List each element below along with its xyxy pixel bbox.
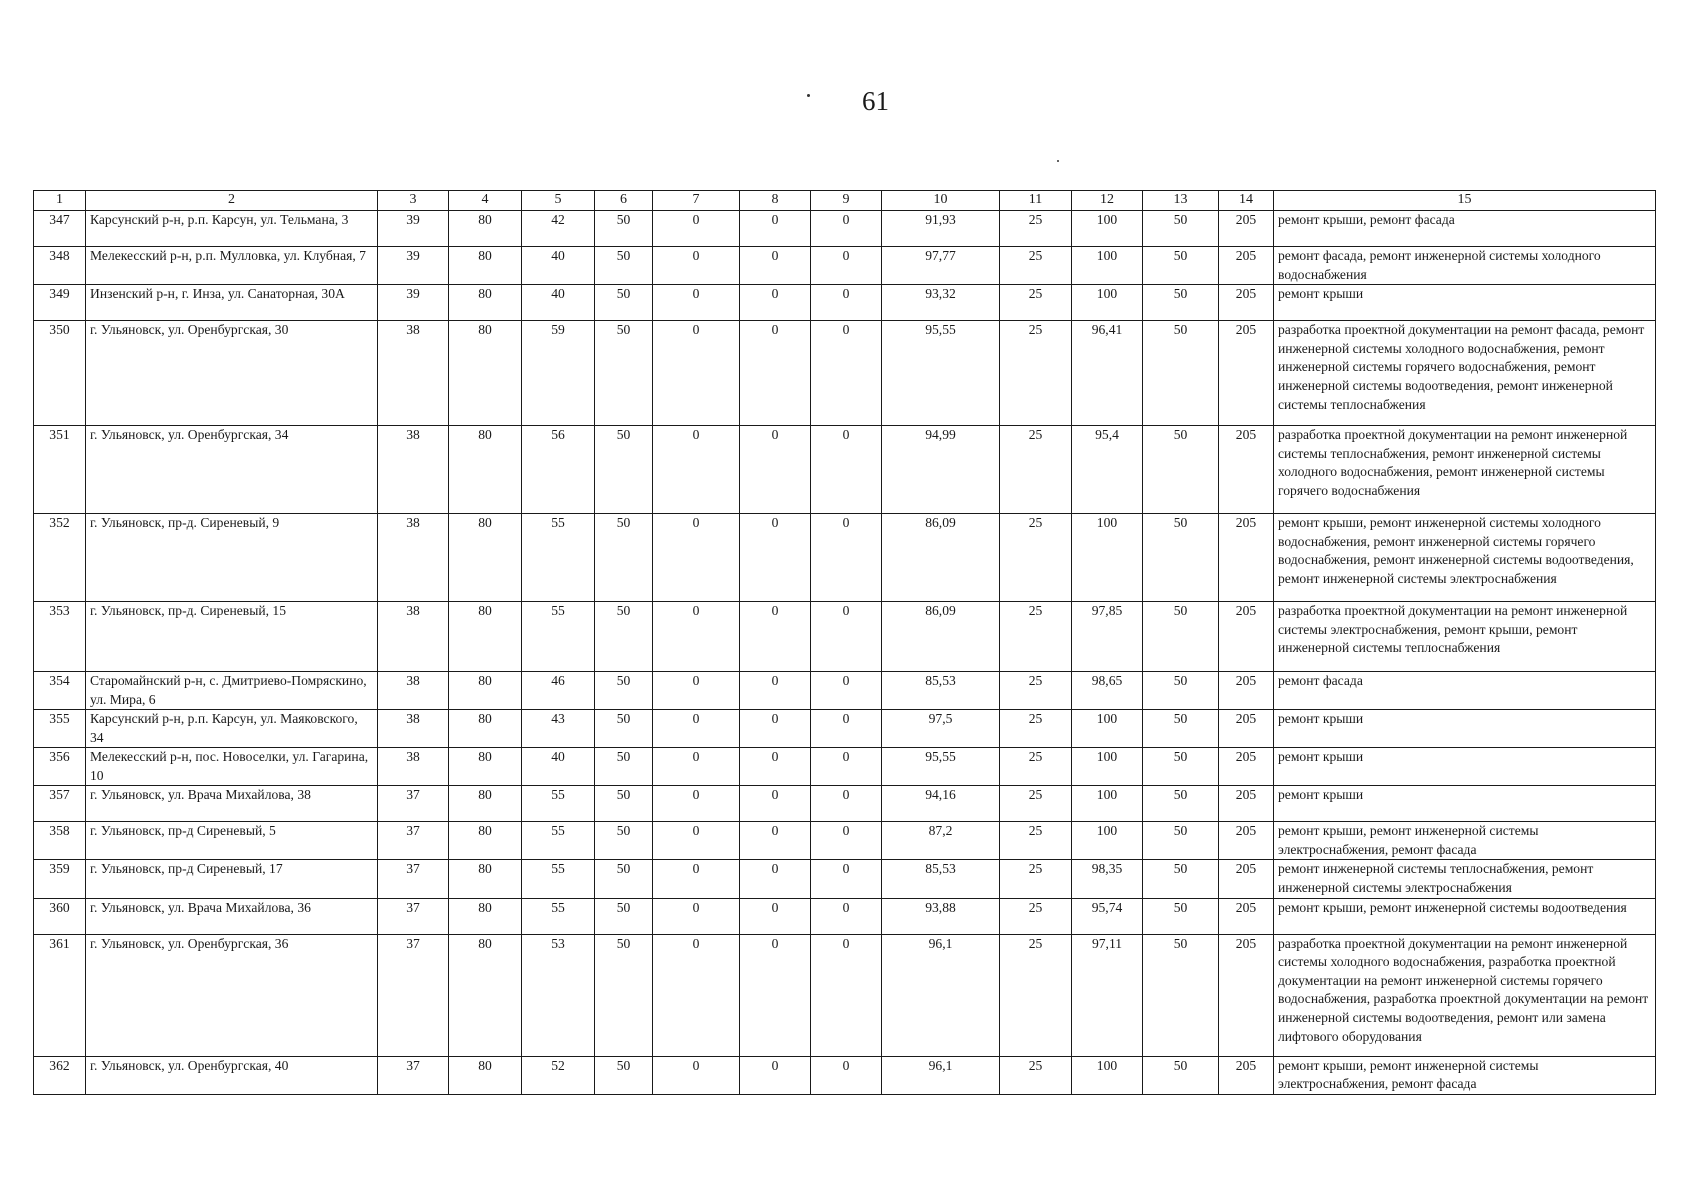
col-5-cell: 55 (522, 514, 595, 602)
col-10-cell: 95,55 (882, 748, 1000, 786)
col-9-cell: 0 (811, 748, 882, 786)
col-3-cell: 37 (378, 934, 449, 1056)
row-number-cell: 355 (34, 710, 86, 748)
col-6-cell: 50 (595, 786, 653, 822)
col-5-cell: 55 (522, 860, 595, 898)
address-cell: г. Ульяновск, ул. Врача Михайлова, 38 (86, 786, 378, 822)
table-row (34, 786, 1656, 822)
col-4-cell: 80 (449, 786, 522, 822)
col-10-cell: 93,32 (882, 285, 1000, 321)
address-cell: г. Ульяновск, ул. Оренбургская, 36 (86, 934, 378, 1056)
col-9-cell: 0 (811, 786, 882, 822)
col-4-cell: 80 (449, 748, 522, 786)
repair-works-cell: ремонт крыши, ремонт инженерной системы холодного водоснабжения, ремонт инженерной системы горячего водоснабжения, ремонт инженерной системы водоотведения, ремонт инженерной системы электроснабжения (1274, 514, 1656, 602)
col-6-cell: 50 (595, 672, 653, 710)
col-9-cell: 0 (811, 321, 882, 426)
col-4-cell: 80 (449, 1056, 522, 1094)
table-row (34, 1056, 1656, 1094)
col-7-cell: 0 (653, 285, 740, 321)
col-10-cell: 86,09 (882, 602, 1000, 672)
col-13-cell: 50 (1143, 786, 1219, 822)
table-row (34, 710, 1656, 748)
column-number-10: 10 (882, 191, 1000, 211)
col-13-cell: 50 (1143, 672, 1219, 710)
address-cell: Старомайнский р-н, с. Дмитриево-Помряскино, ул. Мира, 6 (86, 672, 378, 710)
col-5-cell: 59 (522, 321, 595, 426)
col-13-cell: 50 (1143, 514, 1219, 602)
row-number-cell: 362 (34, 1056, 86, 1094)
col-14-cell: 205 (1219, 1056, 1274, 1094)
address-cell: Инзенский р-н, г. Инза, ул. Санаторная, 30А (86, 285, 378, 321)
address-cell: г. Ульяновск, ул. Оренбургская, 30 (86, 321, 378, 426)
col-4-cell: 80 (449, 247, 522, 285)
col-12-cell: 100 (1072, 247, 1143, 285)
col-4-cell: 80 (449, 602, 522, 672)
row-number-cell: 360 (34, 898, 86, 934)
col-5-cell: 55 (522, 822, 595, 860)
col-3-cell: 37 (378, 786, 449, 822)
col-9-cell: 0 (811, 934, 882, 1056)
column-number-7: 7 (653, 191, 740, 211)
col-13-cell: 50 (1143, 898, 1219, 934)
column-number-8: 8 (740, 191, 811, 211)
scan-speck (1057, 160, 1059, 162)
page-number: 61 (862, 86, 889, 116)
col-13-cell: 50 (1143, 602, 1219, 672)
col-12-cell: 100 (1072, 710, 1143, 748)
col-7-cell: 0 (653, 710, 740, 748)
col-8-cell: 0 (740, 710, 811, 748)
address-cell: г. Ульяновск, ул. Оренбургская, 34 (86, 426, 378, 514)
col-6-cell: 50 (595, 934, 653, 1056)
col-5-cell: 56 (522, 426, 595, 514)
scan-speck (807, 94, 810, 97)
col-7-cell: 0 (653, 748, 740, 786)
col-13-cell: 50 (1143, 710, 1219, 748)
col-10-cell: 86,09 (882, 514, 1000, 602)
col-8-cell: 0 (740, 1056, 811, 1094)
col-11-cell: 25 (1000, 710, 1072, 748)
col-8-cell: 0 (740, 321, 811, 426)
col-14-cell: 205 (1219, 426, 1274, 514)
col-4-cell: 80 (449, 321, 522, 426)
col-6-cell: 50 (595, 602, 653, 672)
col-3-cell: 38 (378, 748, 449, 786)
col-6-cell: 50 (595, 748, 653, 786)
row-number-cell: 356 (34, 748, 86, 786)
col-4-cell: 80 (449, 860, 522, 898)
col-8-cell: 0 (740, 211, 811, 247)
col-7-cell: 0 (653, 426, 740, 514)
col-4-cell: 80 (449, 426, 522, 514)
col-3-cell: 38 (378, 426, 449, 514)
col-14-cell: 205 (1219, 710, 1274, 748)
col-13-cell: 50 (1143, 822, 1219, 860)
row-number-cell: 354 (34, 672, 86, 710)
col-12-cell: 97,11 (1072, 934, 1143, 1056)
col-10-cell: 96,1 (882, 934, 1000, 1056)
repair-works-cell: разработка проектной документации на ремонт инженерной системы холодного водоснабжения, разработка проектной документации на ремонт инженерной системы горячего водоснабжения, разработка проектной документации на ремонт инженерной системы водоотведения, ремонт или замена лифтового оборудования (1274, 934, 1656, 1056)
col-8-cell: 0 (740, 514, 811, 602)
repair-works-cell: разработка проектной документации на ремонт фасада, ремонт инженерной системы холодного водоснабжения, ремонт инженерной системы горячего водоснабжения, ремонт инженерной системы водоотведения, ремонт инженерной системы теплоснабжения (1274, 321, 1656, 426)
row-number-cell: 361 (34, 934, 86, 1056)
col-10-cell: 93,88 (882, 898, 1000, 934)
table-row (34, 860, 1656, 898)
col-3-cell: 38 (378, 321, 449, 426)
col-3-cell: 39 (378, 211, 449, 247)
col-11-cell: 25 (1000, 321, 1072, 426)
col-14-cell: 205 (1219, 514, 1274, 602)
table-row (34, 247, 1656, 285)
col-13-cell: 50 (1143, 247, 1219, 285)
row-number-cell: 359 (34, 860, 86, 898)
col-14-cell: 205 (1219, 247, 1274, 285)
col-7-cell: 0 (653, 211, 740, 247)
col-14-cell: 205 (1219, 860, 1274, 898)
row-number-cell: 357 (34, 786, 86, 822)
col-5-cell: 40 (522, 285, 595, 321)
col-6-cell: 50 (595, 285, 653, 321)
col-3-cell: 38 (378, 710, 449, 748)
col-7-cell: 0 (653, 247, 740, 285)
buildings-repair-table (33, 190, 1656, 1095)
col-3-cell: 37 (378, 822, 449, 860)
column-number-2: 2 (86, 191, 378, 211)
col-6-cell: 50 (595, 710, 653, 748)
col-12-cell: 100 (1072, 211, 1143, 247)
col-9-cell: 0 (811, 898, 882, 934)
col-11-cell: 25 (1000, 514, 1072, 602)
col-3-cell: 39 (378, 247, 449, 285)
repair-works-cell: разработка проектной документации на ремонт инженерной системы теплоснабжения, ремонт инженерной системы холодного водоснабжения, ремонт инженерной системы горячего водоснабжения (1274, 426, 1656, 514)
column-number-11: 11 (1000, 191, 1072, 211)
col-8-cell: 0 (740, 898, 811, 934)
col-9-cell: 0 (811, 710, 882, 748)
col-10-cell: 94,99 (882, 426, 1000, 514)
column-number-12: 12 (1072, 191, 1143, 211)
repair-works-cell: ремонт фасада (1274, 672, 1656, 710)
address-cell: Мелекесский р-н, пос. Новоселки, ул. Гагарина, 10 (86, 748, 378, 786)
col-13-cell: 50 (1143, 1056, 1219, 1094)
col-14-cell: 205 (1219, 672, 1274, 710)
col-6-cell: 50 (595, 514, 653, 602)
col-3-cell: 37 (378, 1056, 449, 1094)
address-cell: г. Ульяновск, пр-д. Сиреневый, 9 (86, 514, 378, 602)
col-14-cell: 205 (1219, 211, 1274, 247)
col-9-cell: 0 (811, 860, 882, 898)
col-14-cell: 205 (1219, 321, 1274, 426)
col-9-cell: 0 (811, 285, 882, 321)
col-4-cell: 80 (449, 672, 522, 710)
col-6-cell: 50 (595, 321, 653, 426)
col-11-cell: 25 (1000, 748, 1072, 786)
address-cell: Карсунский р-н, р.п. Карсун, ул. Тельмана, 3 (86, 211, 378, 247)
col-5-cell: 42 (522, 211, 595, 247)
repair-works-cell: ремонт фасада, ремонт инженерной системы холодного водоснабжения (1274, 247, 1656, 285)
column-number-13: 13 (1143, 191, 1219, 211)
col-6-cell: 50 (595, 822, 653, 860)
col-7-cell: 0 (653, 672, 740, 710)
col-5-cell: 52 (522, 1056, 595, 1094)
col-7-cell: 0 (653, 934, 740, 1056)
col-5-cell: 43 (522, 710, 595, 748)
col-9-cell: 0 (811, 211, 882, 247)
col-9-cell: 0 (811, 514, 882, 602)
col-7-cell: 0 (653, 860, 740, 898)
col-7-cell: 0 (653, 514, 740, 602)
row-number-cell: 349 (34, 285, 86, 321)
col-14-cell: 205 (1219, 934, 1274, 1056)
col-10-cell: 94,16 (882, 786, 1000, 822)
col-12-cell: 100 (1072, 285, 1143, 321)
table-row (34, 602, 1656, 672)
col-13-cell: 50 (1143, 748, 1219, 786)
repair-works-cell: ремонт крыши, ремонт инженерной системы электроснабжения, ремонт фасада (1274, 1056, 1656, 1094)
col-14-cell: 205 (1219, 748, 1274, 786)
col-3-cell: 39 (378, 285, 449, 321)
col-8-cell: 0 (740, 285, 811, 321)
col-10-cell: 85,53 (882, 672, 1000, 710)
col-13-cell: 50 (1143, 211, 1219, 247)
col-11-cell: 25 (1000, 898, 1072, 934)
col-5-cell: 53 (522, 934, 595, 1056)
col-10-cell: 96,1 (882, 1056, 1000, 1094)
col-7-cell: 0 (653, 1056, 740, 1094)
col-11-cell: 25 (1000, 934, 1072, 1056)
col-7-cell: 0 (653, 898, 740, 934)
table-row (34, 285, 1656, 321)
col-9-cell: 0 (811, 602, 882, 672)
col-7-cell: 0 (653, 822, 740, 860)
col-9-cell: 0 (811, 672, 882, 710)
address-cell: г. Ульяновск, пр-д Сиреневый, 17 (86, 860, 378, 898)
col-5-cell: 40 (522, 247, 595, 285)
col-7-cell: 0 (653, 602, 740, 672)
col-13-cell: 50 (1143, 285, 1219, 321)
column-number-9: 9 (811, 191, 882, 211)
col-12-cell: 100 (1072, 514, 1143, 602)
col-4-cell: 80 (449, 934, 522, 1056)
col-8-cell: 0 (740, 672, 811, 710)
table-row (34, 934, 1656, 1056)
col-10-cell: 95,55 (882, 321, 1000, 426)
address-cell: г. Ульяновск, пр-д. Сиреневый, 15 (86, 602, 378, 672)
col-3-cell: 38 (378, 602, 449, 672)
col-14-cell: 205 (1219, 822, 1274, 860)
col-4-cell: 80 (449, 822, 522, 860)
col-9-cell: 0 (811, 247, 882, 285)
table-row (34, 321, 1656, 426)
address-cell: Мелекесский р-н, р.п. Мулловка, ул. Клубная, 7 (86, 247, 378, 285)
table-row (34, 898, 1656, 934)
row-number-cell: 352 (34, 514, 86, 602)
col-11-cell: 25 (1000, 247, 1072, 285)
col-12-cell: 96,41 (1072, 321, 1143, 426)
column-number-6: 6 (595, 191, 653, 211)
repair-works-cell: ремонт крыши, ремонт инженерной системы водоотведения (1274, 898, 1656, 934)
column-number-15: 15 (1274, 191, 1656, 211)
repair-works-cell: ремонт крыши (1274, 710, 1656, 748)
col-11-cell: 25 (1000, 1056, 1072, 1094)
row-number-cell: 358 (34, 822, 86, 860)
col-8-cell: 0 (740, 934, 811, 1056)
col-8-cell: 0 (740, 822, 811, 860)
row-number-cell: 353 (34, 602, 86, 672)
col-4-cell: 80 (449, 514, 522, 602)
col-11-cell: 25 (1000, 426, 1072, 514)
col-7-cell: 0 (653, 786, 740, 822)
col-7-cell: 0 (653, 321, 740, 426)
column-number-row (34, 191, 1656, 211)
address-cell: г. Ульяновск, ул. Оренбургская, 40 (86, 1056, 378, 1094)
col-10-cell: 97,77 (882, 247, 1000, 285)
col-4-cell: 80 (449, 898, 522, 934)
col-9-cell: 0 (811, 822, 882, 860)
col-3-cell: 38 (378, 672, 449, 710)
col-13-cell: 50 (1143, 321, 1219, 426)
col-10-cell: 85,53 (882, 860, 1000, 898)
col-8-cell: 0 (740, 602, 811, 672)
column-number-4: 4 (449, 191, 522, 211)
repair-works-cell: ремонт инженерной системы теплоснабжения, ремонт инженерной системы электроснабжения (1274, 860, 1656, 898)
row-number-cell: 348 (34, 247, 86, 285)
col-12-cell: 98,65 (1072, 672, 1143, 710)
col-8-cell: 0 (740, 247, 811, 285)
repair-works-cell: ремонт крыши, ремонт инженерной системы электроснабжения, ремонт фасада (1274, 822, 1656, 860)
col-4-cell: 80 (449, 211, 522, 247)
column-number-3: 3 (378, 191, 449, 211)
col-14-cell: 205 (1219, 786, 1274, 822)
col-12-cell: 100 (1072, 822, 1143, 860)
col-12-cell: 98,35 (1072, 860, 1143, 898)
col-13-cell: 50 (1143, 426, 1219, 514)
table-row (34, 514, 1656, 602)
col-9-cell: 0 (811, 426, 882, 514)
col-8-cell: 0 (740, 860, 811, 898)
col-11-cell: 25 (1000, 860, 1072, 898)
col-14-cell: 205 (1219, 285, 1274, 321)
row-number-cell: 351 (34, 426, 86, 514)
col-11-cell: 25 (1000, 285, 1072, 321)
repair-works-cell: ремонт крыши (1274, 748, 1656, 786)
col-3-cell: 37 (378, 860, 449, 898)
col-4-cell: 80 (449, 285, 522, 321)
col-8-cell: 0 (740, 786, 811, 822)
col-4-cell: 80 (449, 710, 522, 748)
table-row (34, 211, 1656, 247)
col-12-cell: 100 (1072, 786, 1143, 822)
col-12-cell: 100 (1072, 748, 1143, 786)
address-cell: г. Ульяновск, ул. Врача Михайлова, 36 (86, 898, 378, 934)
table-row (34, 426, 1656, 514)
repair-works-cell: ремонт крыши (1274, 285, 1656, 321)
col-6-cell: 50 (595, 898, 653, 934)
col-11-cell: 25 (1000, 602, 1072, 672)
column-number-5: 5 (522, 191, 595, 211)
table-row (34, 822, 1656, 860)
col-6-cell: 50 (595, 1056, 653, 1094)
col-5-cell: 55 (522, 786, 595, 822)
address-cell: Карсунский р-н, р.п. Карсун, ул. Маяковского, 34 (86, 710, 378, 748)
col-14-cell: 205 (1219, 898, 1274, 934)
table-row (34, 672, 1656, 710)
col-11-cell: 25 (1000, 672, 1072, 710)
col-11-cell: 25 (1000, 786, 1072, 822)
col-3-cell: 38 (378, 514, 449, 602)
row-number-cell: 347 (34, 211, 86, 247)
col-9-cell: 0 (811, 1056, 882, 1094)
col-13-cell: 50 (1143, 860, 1219, 898)
table-row (34, 748, 1656, 786)
col-6-cell: 50 (595, 211, 653, 247)
col-14-cell: 205 (1219, 602, 1274, 672)
col-12-cell: 100 (1072, 1056, 1143, 1094)
col-6-cell: 50 (595, 426, 653, 514)
col-3-cell: 37 (378, 898, 449, 934)
col-8-cell: 0 (740, 426, 811, 514)
repair-works-cell: разработка проектной документации на ремонт инженерной системы электроснабжения, ремонт крыши, ремонт инженерной системы теплоснабжения (1274, 602, 1656, 672)
repair-works-cell: ремонт крыши, ремонт фасада (1274, 211, 1656, 247)
col-11-cell: 25 (1000, 211, 1072, 247)
row-number-cell: 350 (34, 321, 86, 426)
col-10-cell: 97,5 (882, 710, 1000, 748)
col-10-cell: 91,93 (882, 211, 1000, 247)
col-12-cell: 95,74 (1072, 898, 1143, 934)
column-number-1: 1 (34, 191, 86, 211)
col-10-cell: 87,2 (882, 822, 1000, 860)
repair-works-cell: ремонт крыши (1274, 786, 1656, 822)
address-cell: г. Ульяновск, пр-д Сиреневый, 5 (86, 822, 378, 860)
col-13-cell: 50 (1143, 934, 1219, 1056)
col-5-cell: 55 (522, 898, 595, 934)
column-number-14: 14 (1219, 191, 1274, 211)
col-5-cell: 46 (522, 672, 595, 710)
col-11-cell: 25 (1000, 822, 1072, 860)
col-8-cell: 0 (740, 748, 811, 786)
col-5-cell: 40 (522, 748, 595, 786)
col-12-cell: 97,85 (1072, 602, 1143, 672)
col-5-cell: 55 (522, 602, 595, 672)
col-6-cell: 50 (595, 247, 653, 285)
col-12-cell: 95,4 (1072, 426, 1143, 514)
col-6-cell: 50 (595, 860, 653, 898)
